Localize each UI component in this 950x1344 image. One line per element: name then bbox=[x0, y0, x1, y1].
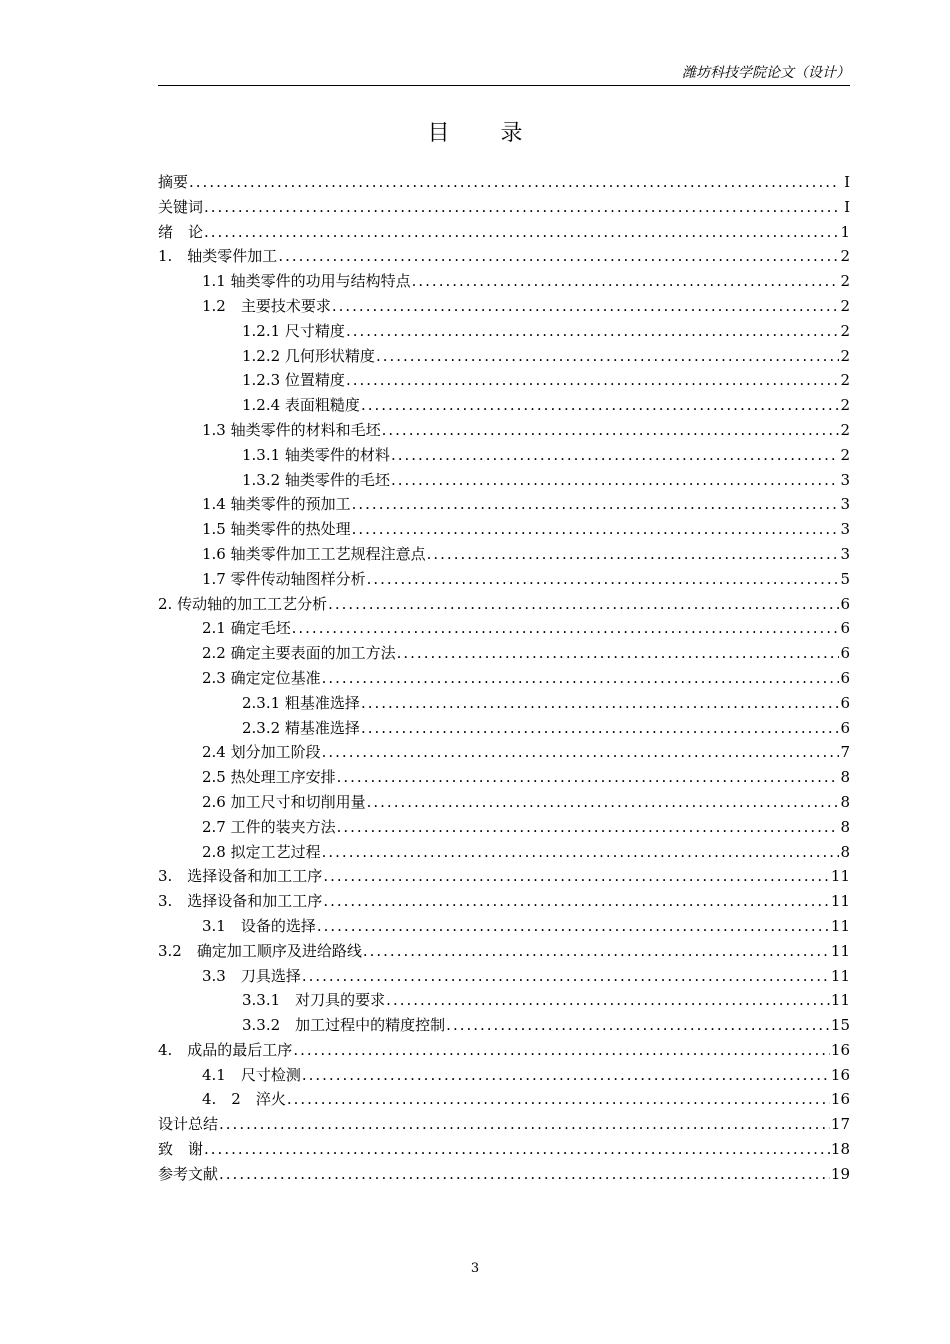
toc-entry-page: 6 bbox=[840, 668, 850, 687]
toc-entry[interactable] bbox=[158, 517, 850, 542]
toc-entry-page: 2 bbox=[840, 420, 850, 439]
table-of-contents bbox=[158, 170, 850, 1187]
toc-entry[interactable] bbox=[158, 1087, 850, 1112]
toc-dot-leader bbox=[386, 988, 830, 1013]
toc-entry-page: 6 bbox=[840, 718, 850, 737]
toc-entry-page: 2 bbox=[840, 396, 850, 415]
toc-dot-leader bbox=[189, 170, 839, 195]
toc-dot-leader bbox=[328, 592, 839, 617]
toc-dot-leader bbox=[322, 840, 839, 865]
toc-entry-label: 3.3 刀具选择 bbox=[202, 966, 301, 985]
toc-dot-leader bbox=[332, 294, 839, 319]
toc-entry-label: 2.1 确定毛坯 bbox=[202, 619, 291, 638]
toc-entry-page: 11 bbox=[830, 941, 850, 960]
toc-entry-label: 1.1 轴类零件的功用与结构特点 bbox=[202, 272, 411, 291]
toc-entry-label: 绪 论 bbox=[158, 222, 204, 241]
toc-entry[interactable] bbox=[158, 964, 850, 989]
toc-entry-label: 1.4 轴类零件的预加工 bbox=[202, 495, 351, 514]
toc-entry-label: 1.5 轴类零件的热处理 bbox=[202, 520, 351, 539]
toc-entry-label: 2.7 工件的装夹方法 bbox=[202, 817, 336, 836]
toc-entry-label: 1.2.2 几何形状精度 bbox=[242, 346, 375, 365]
toc-entry-page: 16 bbox=[830, 1065, 850, 1084]
toc-entry-page: 19 bbox=[830, 1164, 850, 1183]
toc-entry[interactable] bbox=[158, 468, 850, 493]
toc-entry-label: 3.2 确定加工顺序及进给路线 bbox=[158, 941, 362, 960]
toc-entry-page: 2 bbox=[840, 346, 850, 365]
toc-dot-leader bbox=[391, 443, 839, 468]
toc-entry-page: 17 bbox=[830, 1115, 850, 1134]
toc-entry-page: 11 bbox=[830, 892, 850, 911]
toc-dot-leader bbox=[337, 765, 839, 790]
toc-entry-label: 2.3.2 精基准选择 bbox=[242, 718, 360, 737]
toc-entry[interactable] bbox=[158, 1063, 850, 1088]
toc-dot-leader bbox=[346, 319, 839, 344]
toc-entry[interactable] bbox=[158, 1162, 850, 1187]
toc-entry-page: 16 bbox=[830, 1040, 850, 1059]
toc-dot-leader bbox=[204, 195, 839, 220]
toc-entry[interactable] bbox=[158, 220, 850, 245]
toc-entry[interactable] bbox=[158, 691, 850, 716]
toc-entry-page: 11 bbox=[830, 867, 850, 886]
toc-entry-page: 3 bbox=[840, 520, 850, 539]
toc-dot-leader bbox=[352, 492, 839, 517]
toc-dot-leader bbox=[361, 691, 839, 716]
toc-dot-leader bbox=[322, 666, 839, 691]
toc-entry-label: 2. 传动轴的加工工艺分析 bbox=[158, 594, 328, 613]
toc-entry-label: 3.3.2 加工过程中的精度控制 bbox=[242, 1016, 446, 1035]
toc-dot-leader bbox=[204, 1137, 830, 1162]
toc-entry[interactable] bbox=[158, 492, 850, 517]
toc-entry-label: 4.1 尺寸检测 bbox=[202, 1065, 301, 1084]
toc-entry[interactable] bbox=[158, 344, 850, 369]
toc-dot-leader bbox=[361, 393, 839, 418]
toc-dot-leader bbox=[337, 815, 839, 840]
toc-dot-leader bbox=[204, 220, 839, 245]
toc-entry-page: 6 bbox=[840, 619, 850, 638]
toc-entry-label: 2.4 划分加工阶段 bbox=[202, 743, 321, 762]
toc-entry-page: 7 bbox=[840, 743, 850, 762]
toc-entry-label: 1.2.4 表面粗糙度 bbox=[242, 396, 360, 415]
toc-entry[interactable] bbox=[158, 716, 850, 741]
toc-dot-leader bbox=[367, 790, 839, 815]
toc-entry-page: 3 bbox=[840, 495, 850, 514]
toc-entry-page: 8 bbox=[840, 817, 850, 836]
toc-entry[interactable] bbox=[158, 840, 850, 865]
toc-dot-leader bbox=[292, 616, 839, 641]
toc-dot-leader bbox=[287, 1087, 830, 1112]
toc-entry-label: 4. 成品的最后工序 bbox=[158, 1040, 293, 1059]
toc-entry-label: 1.3.1 轴类零件的材料 bbox=[242, 445, 390, 464]
toc-dot-leader bbox=[278, 244, 839, 269]
toc-dot-leader bbox=[361, 716, 839, 741]
toc-entry[interactable] bbox=[158, 393, 850, 418]
toc-entry[interactable] bbox=[158, 319, 850, 344]
toc-dot-leader bbox=[446, 1013, 830, 1038]
toc-entry[interactable] bbox=[158, 889, 850, 914]
toc-dot-leader bbox=[219, 1112, 830, 1137]
toc-dot-leader bbox=[427, 542, 839, 567]
toc-entry-page: 18 bbox=[830, 1140, 850, 1159]
toc-entry[interactable] bbox=[158, 790, 850, 815]
toc-entry[interactable] bbox=[158, 592, 850, 617]
toc-entry-label: 1.3 轴类零件的材料和毛坯 bbox=[202, 420, 381, 439]
toc-entry[interactable] bbox=[158, 1112, 850, 1137]
toc-entry-page: 16 bbox=[830, 1090, 850, 1109]
toc-entry-page: 2 bbox=[840, 296, 850, 315]
toc-entry[interactable] bbox=[158, 542, 850, 567]
toc-dot-leader bbox=[219, 1162, 830, 1187]
toc-entry-label: 2.2 确定主要表面的加工方法 bbox=[202, 644, 396, 663]
toc-entry[interactable] bbox=[158, 368, 850, 393]
toc-entry-label: 1.3.2 轴类零件的毛坯 bbox=[242, 470, 390, 489]
toc-entry-label: 2.5 热处理工序安排 bbox=[202, 768, 336, 787]
toc-entry[interactable] bbox=[158, 740, 850, 765]
toc-entry[interactable] bbox=[158, 244, 850, 269]
toc-entry-label: 致 谢 bbox=[158, 1140, 204, 1159]
toc-dot-leader bbox=[397, 641, 839, 666]
toc-entry-page: I bbox=[844, 173, 850, 191]
toc-entry[interactable] bbox=[158, 1013, 850, 1038]
toc-dot-leader bbox=[302, 1063, 830, 1088]
toc-entry-label: 1.2.3 位置精度 bbox=[242, 371, 345, 390]
toc-entry-page: 2 bbox=[840, 247, 850, 266]
toc-entry-label: 1.2 主要技术要求 bbox=[202, 296, 331, 315]
toc-dot-leader bbox=[322, 740, 839, 765]
toc-entry-label: 摘要 bbox=[158, 173, 189, 191]
toc-entry-label: 2.3.1 粗基准选择 bbox=[242, 693, 360, 712]
toc-dot-leader bbox=[293, 1038, 830, 1063]
toc-entry-page: 3 bbox=[840, 544, 850, 563]
toc-entry[interactable] bbox=[158, 170, 850, 195]
page-title: 目 录 bbox=[427, 121, 545, 146]
toc-entry-page: 6 bbox=[840, 594, 850, 613]
toc-entry[interactable] bbox=[158, 815, 850, 840]
toc-entry-label: 4. 2 淬火 bbox=[202, 1090, 286, 1109]
toc-entry[interactable] bbox=[158, 666, 850, 691]
toc-entry-label: 设计总结 bbox=[158, 1115, 219, 1134]
toc-entry-page: 6 bbox=[840, 644, 850, 663]
toc-dot-leader bbox=[363, 939, 830, 964]
toc-entry[interactable] bbox=[158, 1137, 850, 1162]
toc-entry[interactable] bbox=[158, 443, 850, 468]
toc-dot-leader bbox=[367, 567, 839, 592]
toc-dot-leader bbox=[412, 269, 839, 294]
toc-dot-leader bbox=[346, 368, 839, 393]
toc-entry-page: 15 bbox=[830, 1016, 850, 1035]
toc-entry-label: 3.1 设备的选择 bbox=[202, 916, 316, 935]
toc-entry[interactable] bbox=[158, 269, 850, 294]
toc-entry[interactable] bbox=[158, 195, 850, 220]
toc-entry[interactable] bbox=[158, 418, 850, 443]
toc-entry-page: 2 bbox=[840, 371, 850, 390]
toc-entry-label: 1.6 轴类零件加工工艺规程注意点 bbox=[202, 544, 426, 563]
toc-entry-page: 8 bbox=[840, 842, 850, 861]
toc-entry-label: 关键词 bbox=[158, 197, 204, 216]
toc-entry-label: 参考文献 bbox=[158, 1164, 219, 1183]
toc-entry-page: 8 bbox=[840, 792, 850, 811]
toc-entry-label: 1. 轴类零件加工 bbox=[158, 247, 278, 266]
toc-entry-label: 1.7 零件传动轴图样分析 bbox=[202, 569, 366, 588]
toc-entry-label: 3. 选择设备和加工工序 bbox=[158, 867, 323, 886]
toc-dot-leader bbox=[317, 914, 830, 939]
toc-dot-leader bbox=[323, 889, 830, 914]
toc-dot-leader bbox=[302, 964, 830, 989]
toc-entry[interactable] bbox=[158, 864, 850, 889]
toc-entry[interactable] bbox=[158, 641, 850, 666]
toc-entry[interactable] bbox=[158, 294, 850, 319]
toc-entry[interactable] bbox=[158, 765, 850, 790]
toc-entry[interactable] bbox=[158, 914, 850, 939]
toc-entry-page: 2 bbox=[840, 445, 850, 464]
toc-entry-page: 3 bbox=[840, 470, 850, 489]
toc-entry-page: 2 bbox=[840, 272, 850, 291]
toc-entry-label: 2.6 加工尺寸和切削用量 bbox=[202, 792, 366, 811]
toc-entry[interactable] bbox=[158, 939, 850, 964]
toc-entry-page: 11 bbox=[830, 916, 850, 935]
toc-entry-page: 1 bbox=[840, 222, 850, 241]
toc-dot-leader bbox=[376, 344, 839, 369]
toc-entry[interactable] bbox=[158, 567, 850, 592]
toc-entry-page: 11 bbox=[830, 966, 850, 985]
toc-entry-label: 3. 选择设备和加工工序 bbox=[158, 892, 323, 911]
toc-entry-page: 6 bbox=[840, 693, 850, 712]
toc-entry-label: 1.2.1 尺寸精度 bbox=[242, 321, 345, 340]
toc-entry[interactable] bbox=[158, 988, 850, 1013]
toc-entry[interactable] bbox=[158, 1038, 850, 1063]
toc-entry-page: 2 bbox=[840, 321, 850, 340]
toc-entry-page: I bbox=[844, 197, 850, 216]
page-number: 3 bbox=[470, 1261, 480, 1276]
toc-dot-leader bbox=[323, 864, 830, 889]
toc-entry[interactable] bbox=[158, 616, 850, 641]
toc-entry-page: 11 bbox=[830, 991, 850, 1010]
toc-dot-leader bbox=[391, 468, 839, 493]
running-header: 潍坊科技学院论文（设计） bbox=[158, 62, 850, 86]
toc-entry-page: 8 bbox=[840, 768, 850, 787]
toc-entry-page: 5 bbox=[840, 569, 850, 588]
toc-entry-label: 3.3.1 对刀具的要求 bbox=[242, 991, 386, 1010]
toc-dot-leader bbox=[382, 418, 839, 443]
toc-entry-label: 2.8 拟定工艺过程 bbox=[202, 842, 321, 861]
toc-entry-label: 2.3 确定定位基准 bbox=[202, 668, 321, 687]
toc-dot-leader bbox=[352, 517, 839, 542]
